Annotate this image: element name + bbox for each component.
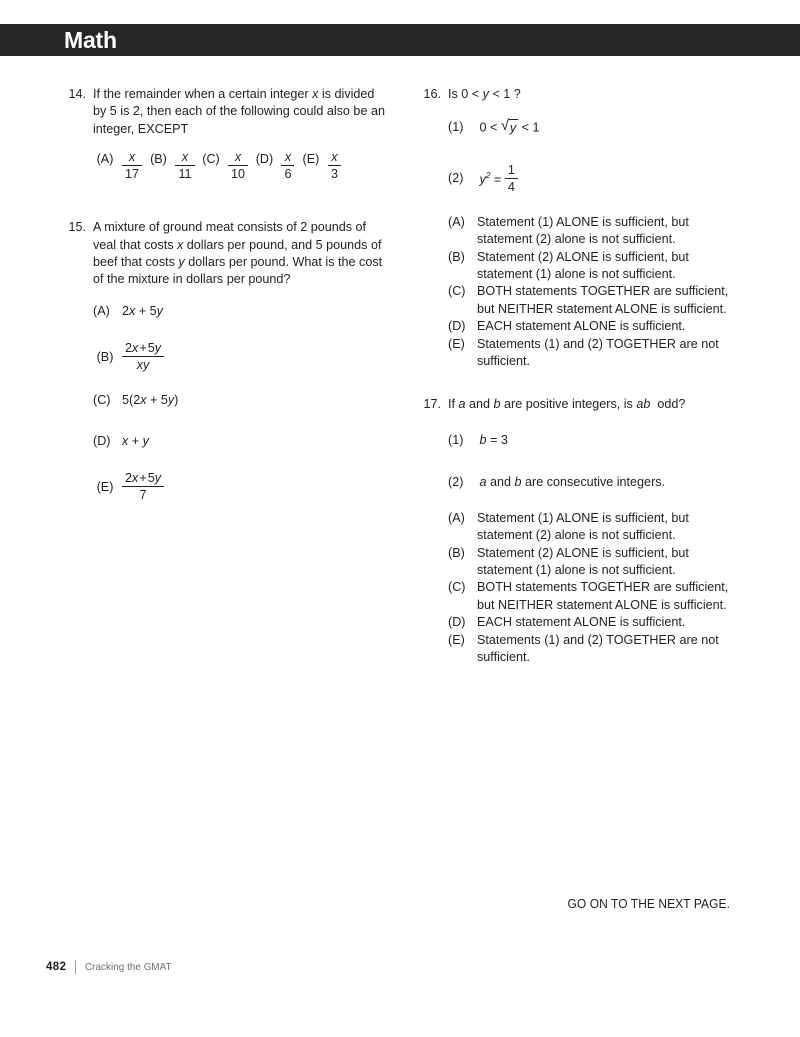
choice-15-b-label: (B) (96, 350, 114, 365)
fraction-denominator: 6 (284, 167, 292, 182)
choice-16-b[interactable] (448, 249, 745, 284)
fraction-numerator: 1 (505, 163, 518, 179)
choice-17-e-label: (E) (448, 632, 465, 647)
choice-16-e[interactable] (448, 336, 745, 371)
choice-17-d-body: EACH statement ALONE is sufficient. (477, 615, 686, 630)
choice-17-b-body: Statement (2) ALONE is sufficient, but statement (1) alone is not sufficient. (477, 545, 689, 577)
fraction-numerator: x (281, 150, 294, 166)
choice-16-b-label: (B) (448, 249, 465, 264)
fraction-numerator: x (175, 150, 194, 166)
choice-17-d-label: (D) (448, 615, 466, 630)
fraction-denominator: 17 (125, 167, 140, 182)
question-14 (60, 86, 390, 201)
statement-16-2-label: (2) (448, 170, 464, 185)
choice-14-a-label: (A) (96, 152, 114, 167)
question-17-choices (448, 510, 745, 667)
choice-14-c-body (228, 151, 248, 183)
question-15 (60, 219, 390, 522)
statement-16-1-body: 0 < √ y < 1 (476, 119, 540, 137)
statement-17-2 (448, 474, 745, 491)
fraction-numerator: 2x + 5y (122, 471, 164, 487)
fraction-x-over-10 (228, 150, 248, 182)
question-17-number: 17. (423, 397, 441, 412)
radicand: y (509, 119, 518, 137)
choice-17-c-label: (C) (448, 580, 466, 595)
fraction-denominator: xy (136, 358, 150, 373)
question-15-choices (93, 303, 390, 522)
fraction-one-over-four (505, 163, 518, 195)
fraction-x-over-11 (175, 150, 194, 182)
right-column (415, 86, 745, 684)
fraction-x-over-6 (281, 150, 294, 182)
page-number: 482 (46, 961, 67, 973)
choice-16-d-body: EACH statement ALONE is sufficient. (477, 319, 686, 334)
choice-16-c-label: (C) (448, 284, 466, 299)
choice-14-d[interactable] (252, 151, 294, 183)
choice-17-a-label: (A) (448, 510, 465, 525)
fraction-numerator: x (122, 150, 142, 166)
choice-17-d[interactable] (448, 614, 745, 631)
go-on-notice: GO ON TO THE NEXT PAGE. (567, 896, 730, 911)
statement-17-2-body: a and b are consecutive integers. (479, 475, 666, 490)
fraction-denominator: 7 (139, 488, 147, 503)
choice-14-c-label: (C) (202, 152, 220, 167)
fraction-numerator: 2x + 5y (122, 341, 164, 357)
choice-15-a-body: 2x + 5y (122, 303, 163, 318)
choice-17-e-body: Statements (1) and (2) TOGETHER are not sufficient. (477, 632, 719, 664)
choice-15-b-body (122, 342, 164, 374)
choice-15-a-label: (A) (93, 303, 110, 318)
choice-16-d-label: (D) (448, 319, 466, 334)
choice-17-c[interactable] (448, 579, 745, 614)
question-14-choices (93, 152, 390, 201)
choice-14-b[interactable] (146, 151, 194, 183)
choice-14-d-label: (D) (255, 152, 274, 167)
exponent: 2 (485, 169, 491, 180)
fraction-numerator: x (228, 150, 248, 166)
fraction-denominator: 4 (507, 179, 515, 194)
question-16 (415, 86, 745, 370)
choice-14-d-body (281, 151, 294, 183)
choice-17-c-body: BOTH statements TOGETHER are sufficient, but NEITHER statement ALONE is sufficient. (477, 580, 729, 612)
choice-15-d[interactable] (93, 433, 390, 450)
choice-14-a[interactable] (93, 151, 142, 183)
fraction-2x-plus-5y-over-xy (122, 341, 164, 373)
question-14-number: 14. (68, 87, 86, 101)
choice-15-b[interactable] (93, 342, 164, 374)
page-header-bar (0, 24, 800, 56)
choice-17-b-label: (B) (448, 545, 465, 560)
statement-16-1 (448, 119, 745, 137)
fraction-2x-plus-5y-over-7 (122, 471, 164, 503)
statement-16-2-body: $y^2$ = $\frac{1}{4}$ (476, 164, 518, 196)
statement-16-1-label: (1) (448, 120, 464, 135)
question-14-stem: If the remainder when a certain integer x is divided by 5 is 2, then each of the following could also be an integer, EXCEPT (93, 87, 385, 136)
choice-16-c[interactable] (448, 283, 745, 318)
question-17-stem: If a and b are positive integers, is ab odd? (448, 397, 686, 412)
left-column (60, 86, 390, 540)
choice-15-e[interactable] (93, 472, 164, 504)
choice-14-b-label: (B) (150, 152, 167, 167)
fraction-x-over-17 (122, 150, 142, 182)
statement-17-1 (448, 432, 745, 449)
choice-16-e-label: (E) (448, 336, 465, 351)
choice-17-a-body: Statement (1) ALONE is sufficient, but statement (2) alone is not sufficient. (477, 510, 689, 543)
choice-15-c-label: (C) (93, 393, 111, 408)
choice-15-c[interactable] (93, 392, 390, 409)
choice-16-d[interactable] (448, 318, 745, 335)
choice-17-b[interactable] (448, 545, 745, 580)
statement-16-2 (448, 164, 745, 196)
question-16-number: 16. (423, 87, 441, 101)
choice-16-c-body: BOTH statements TOGETHER are sufficient, but NEITHER statement ALONE is sufficient. (477, 284, 729, 316)
question-17-statements (448, 432, 745, 492)
choice-16-a-body: Statement (1) ALONE is sufficient, but statement (2) alone is not sufficient. (477, 214, 689, 247)
question-17 (415, 396, 745, 666)
square-root-icon (501, 119, 518, 137)
book-title: Cracking the GMAT (85, 961, 172, 973)
statement-17-1-label: (1) (448, 432, 464, 447)
choice-14-b-body (175, 151, 194, 183)
statement-17-2-label: (2) (448, 475, 464, 490)
radical-sign: √ (500, 117, 510, 135)
choice-15-a[interactable] (93, 303, 390, 320)
question-15-number: 15. (68, 220, 86, 235)
fraction-x-over-3 (328, 150, 341, 182)
fraction-denominator: 10 (231, 167, 246, 182)
choice-15-d-label: (D) (93, 433, 111, 448)
fraction-denominator: 3 (330, 167, 338, 182)
fraction-numerator: x (328, 150, 341, 166)
question-16-choices (448, 214, 745, 371)
footer-divider (75, 960, 76, 974)
choice-15-c-body: 5(2x + 5y) (122, 393, 179, 408)
choice-16-e-body: Statements (1) and (2) TOGETHER are not sufficient. (477, 336, 719, 369)
choice-14-e[interactable] (299, 151, 341, 183)
question-16-stem: Is 0 < y < 1 ? (448, 87, 521, 101)
statement-17-1-body: b = 3 (479, 432, 508, 447)
choice-17-a[interactable] (448, 510, 745, 545)
choice-16-a[interactable] (448, 214, 745, 249)
choice-17-e[interactable] (448, 632, 745, 667)
question-16-statements (448, 119, 745, 195)
page-footer (46, 960, 179, 974)
choice-15-e-label: (E) (96, 480, 114, 495)
question-15-stem: A mixture of ground meat consists of 2 pounds of veal that costs x dollars per pound, and 5 pounds of beef that costs y dollars per pound. What is the cost of the mixture in dollars per pound? (93, 220, 383, 287)
choice-15-e-body (122, 472, 164, 504)
choice-16-a-label: (A) (448, 214, 465, 229)
choice-14-e-body (328, 151, 341, 183)
fraction-denominator: 11 (178, 167, 192, 182)
choice-14-e-label: (E) (302, 152, 320, 167)
page-title: Math (64, 27, 117, 53)
choice-14-a-body (122, 151, 142, 183)
choice-14-c[interactable] (199, 151, 248, 183)
choice-16-b-body: Statement (2) ALONE is sufficient, but statement (1) alone is not sufficient. (477, 249, 689, 282)
choice-15-d-body: x + y (122, 433, 149, 448)
